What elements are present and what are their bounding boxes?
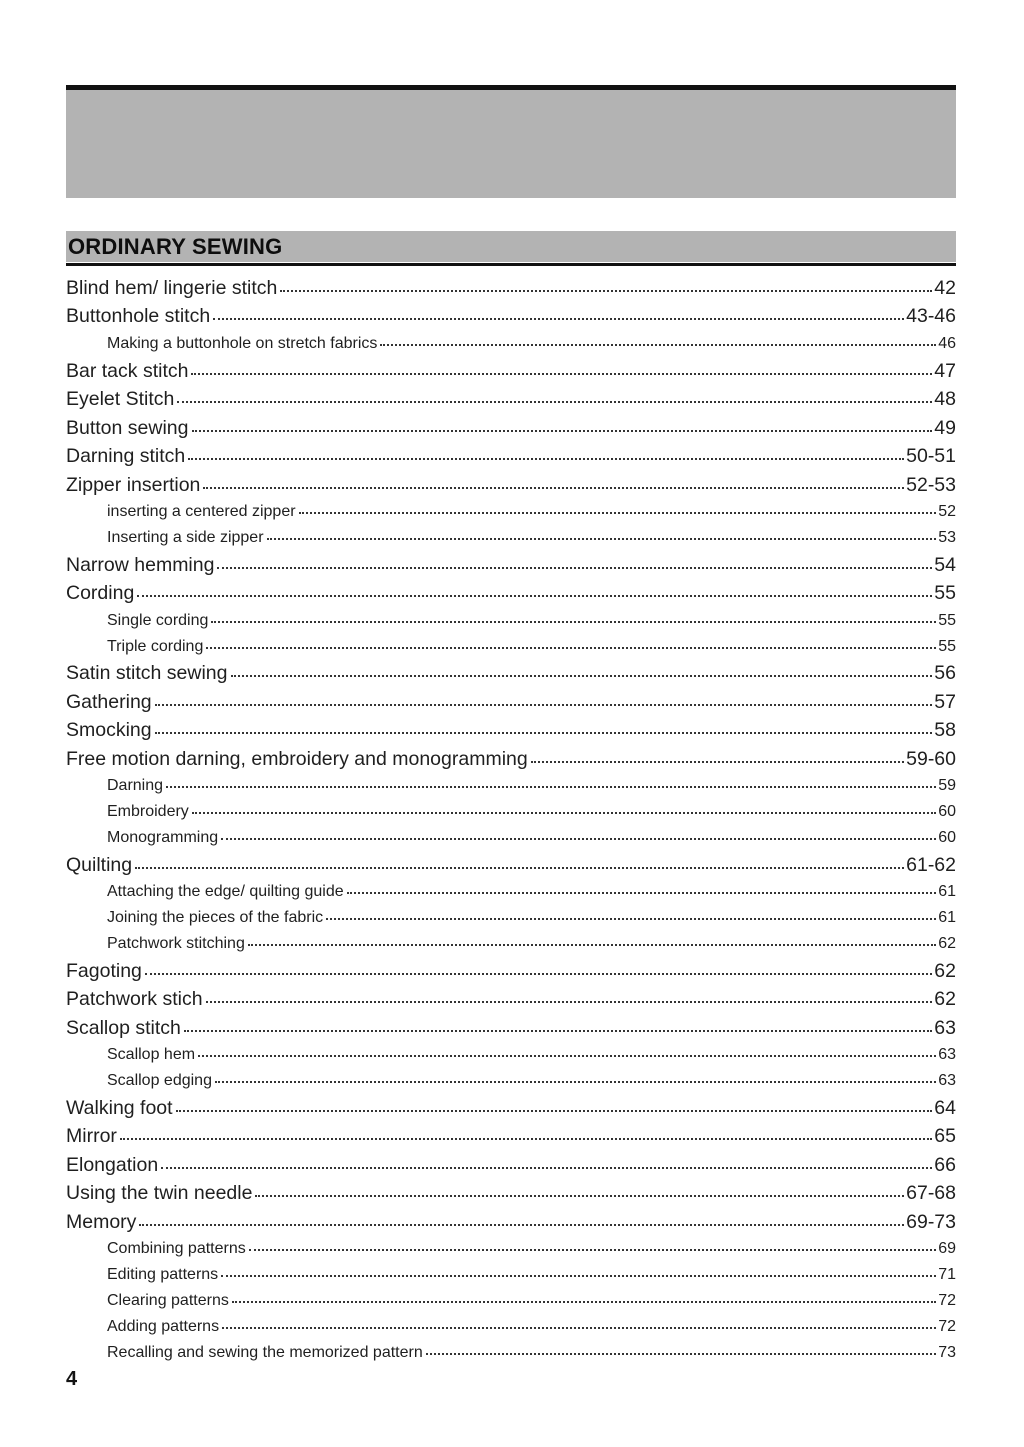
toc-entry-label: Smocking [66, 719, 152, 742]
toc-entry [66, 1208, 956, 1236]
toc-entry [66, 357, 956, 385]
toc-entry-label: Button sewing [66, 416, 189, 439]
toc-entry [66, 1314, 956, 1340]
toc-entry-label: Bar tack stitch [66, 359, 189, 382]
dot-leader [161, 1167, 932, 1169]
toc-entry-label: Monogramming [107, 828, 219, 846]
dot-leader [217, 567, 932, 569]
toc-entry-label: Joining the pieces of the fabric [107, 909, 324, 927]
toc-entry-label: Cording [66, 582, 135, 605]
dot-leader [232, 1301, 936, 1303]
toc-entry-page: 63 [938, 1046, 956, 1064]
toc-entry-label: Clearing patterns [107, 1291, 229, 1309]
toc-entry-label: Elongation [66, 1153, 159, 1176]
toc-entry-label: Patchwork stich [66, 988, 203, 1011]
toc-entry-page: 73 [938, 1343, 956, 1361]
dot-leader [213, 318, 904, 320]
toc-entry [66, 1068, 956, 1094]
toc-entry-label: Blind hem/ lingerie stitch [66, 277, 278, 299]
toc-entry-page: 43-46 [906, 305, 956, 328]
toc-entry-page: 55 [938, 637, 956, 655]
toc-entry-label: Embroidery [107, 803, 189, 821]
toc-entry-label: Making a buttonhole on stretch fabrics [107, 334, 378, 352]
header-banner [66, 85, 956, 198]
toc-entry [66, 716, 956, 744]
dot-leader [206, 1001, 933, 1003]
dot-leader [203, 487, 904, 489]
toc-entry-page: 56 [934, 662, 956, 685]
toc-entry-page: 47 [934, 359, 956, 382]
dot-leader [267, 538, 937, 540]
toc-entry-label: Zipper insertion [66, 473, 201, 496]
toc-entry [66, 274, 956, 302]
toc-entry [66, 579, 956, 607]
toc-entry-label: Combining patterns [107, 1240, 246, 1258]
toc-entry-page: 63 [938, 1072, 956, 1090]
toc-entry-page: 49 [934, 416, 956, 439]
toc-entry [66, 302, 956, 330]
dot-leader [221, 838, 936, 840]
dot-leader [206, 647, 936, 649]
dot-leader [135, 867, 904, 869]
toc-entry-label: Mirror [66, 1125, 117, 1148]
dot-leader [188, 458, 904, 460]
dot-leader [326, 918, 936, 920]
toc-entry-page: 53 [938, 528, 956, 546]
toc-entry [66, 1340, 956, 1366]
dot-leader [231, 675, 933, 677]
dot-leader [137, 595, 932, 597]
dot-leader [380, 344, 936, 346]
toc-entry [66, 1014, 956, 1042]
toc-entry-label: Inserting a side zipper [107, 528, 264, 546]
toc-entry-label: Quilting [66, 853, 133, 876]
dot-leader [215, 1081, 936, 1083]
toc-entry [66, 1042, 956, 1068]
section-header-rule [66, 263, 956, 266]
dot-leader [299, 512, 937, 514]
dot-leader [192, 430, 933, 432]
toc-entry [66, 414, 956, 442]
toc-entry [66, 851, 956, 879]
toc-entry-label: Scallop hem [107, 1046, 196, 1064]
toc-entry [66, 471, 956, 499]
toc-entry [66, 1262, 956, 1288]
toc-entry-page: 62 [934, 988, 956, 1011]
toc-list [66, 274, 956, 1366]
dot-leader [222, 1327, 936, 1329]
dot-leader [249, 1249, 936, 1251]
toc-entry-label: Fagoting [66, 959, 142, 982]
dot-leader [177, 401, 932, 403]
toc-entry-label: Narrow hemming [66, 553, 215, 576]
dot-leader [191, 373, 932, 375]
toc-entry-label: Using the twin needle [66, 1182, 253, 1205]
toc-entry-page: 62 [938, 935, 956, 953]
toc-entry [66, 634, 956, 660]
toc-entry-label: Patchwork stitching [107, 935, 245, 953]
dot-leader [248, 944, 936, 946]
toc-entry-page: 63 [934, 1016, 956, 1039]
toc-entry [66, 608, 956, 634]
toc-entry [66, 1122, 956, 1150]
toc-entry-page: 59 [938, 777, 956, 795]
toc-entry-page: 52 [938, 502, 956, 520]
toc-entry-page: 58 [934, 719, 956, 742]
toc-entry-page: 57 [934, 690, 956, 713]
toc-entry [66, 1179, 956, 1207]
toc-entry-label: Single cording [107, 611, 209, 629]
toc-entry-page: 54 [934, 553, 956, 576]
section-header-bar [66, 231, 956, 262]
toc-entry-page: 61 [938, 909, 956, 927]
toc-entry [66, 659, 956, 687]
toc-entry-label: Free motion darning, embroidery and monogramming [66, 747, 528, 770]
toc-entry-label: Scallop edging [107, 1072, 212, 1090]
toc-entry [66, 1236, 956, 1262]
toc-entry [66, 1288, 956, 1314]
dot-leader [155, 732, 933, 734]
toc-entry-page: 59-60 [906, 747, 956, 770]
toc-entry-page: 52-53 [906, 473, 956, 496]
toc-entry-label: Scallop stitch [66, 1016, 181, 1039]
toc-entry-page: 69-73 [906, 1210, 956, 1233]
toc-entry-page: 50-51 [906, 445, 956, 468]
toc-entry-label: Recalling and sewing the memorized pattern [107, 1343, 423, 1361]
toc-entry-label: Walking foot [66, 1097, 173, 1120]
dot-leader [155, 704, 933, 706]
toc-entry [66, 905, 956, 931]
toc-entry-page: 55 [938, 611, 956, 629]
toc-entry [66, 688, 956, 716]
toc-entry-page: 72 [938, 1291, 956, 1309]
toc-entry-label: Adding patterns [107, 1317, 220, 1335]
toc-entry-page: 65 [934, 1125, 956, 1148]
toc-entry [66, 773, 956, 799]
toc-entry [66, 525, 956, 551]
toc-entry-label: Eyelet Stitch [66, 388, 175, 411]
toc-entry-label: Triple cording [107, 637, 204, 655]
dot-leader [120, 1138, 932, 1140]
toc-entry [66, 879, 956, 905]
toc-entry [66, 1094, 956, 1122]
toc-entry-page: 64 [934, 1097, 956, 1120]
dot-leader [426, 1353, 936, 1355]
toc-entry-label: inserting a centered zipper [107, 502, 296, 520]
dot-leader [176, 1110, 933, 1112]
dot-leader [211, 621, 936, 623]
toc-entry [66, 331, 956, 357]
dot-leader [145, 973, 932, 975]
section-title: ORDINARY SEWING [68, 233, 283, 259]
dot-leader [192, 812, 936, 814]
toc-entry [66, 551, 956, 579]
toc-entry-page: 42 [934, 277, 956, 299]
dot-leader [255, 1195, 904, 1197]
dot-leader [139, 1224, 904, 1226]
toc-entry-page: 61-62 [906, 853, 956, 876]
toc-entry-page: 62 [934, 959, 956, 982]
toc-entry-label: Darning stitch [66, 445, 186, 468]
dot-leader [198, 1055, 936, 1057]
dot-leader [184, 1030, 932, 1032]
toc-entry-page: 72 [938, 1317, 956, 1335]
page-number: 4 [66, 1368, 78, 1390]
toc-entry [66, 985, 956, 1013]
toc-entry [66, 442, 956, 470]
toc-entry-label: Buttonhole stitch [66, 305, 211, 328]
toc-entry-page: 69 [938, 1240, 956, 1258]
toc-entry [66, 385, 956, 413]
toc-entry-label: Editing patterns [107, 1266, 219, 1284]
toc-entry-label: Gathering [66, 690, 152, 713]
dot-leader [531, 761, 904, 763]
toc-entry-page: 60 [938, 803, 956, 821]
toc-entry-page: 61 [938, 883, 956, 901]
dot-leader [221, 1275, 936, 1277]
toc-entry-label: Satin stitch sewing [66, 662, 228, 685]
toc-entry-page: 55 [934, 582, 956, 605]
toc-entry-page: 66 [934, 1153, 956, 1176]
toc-entry [66, 745, 956, 773]
toc-entry-page: 60 [938, 828, 956, 846]
toc-entry [66, 1151, 956, 1179]
toc-entry-page: 46 [938, 334, 956, 352]
toc-entry-page: 48 [934, 388, 956, 411]
toc-entry [66, 957, 956, 985]
dot-leader [280, 290, 932, 292]
toc-entry-page: 71 [938, 1266, 956, 1284]
toc-entry [66, 931, 956, 957]
toc-entry [66, 499, 956, 525]
toc-entry [66, 825, 956, 851]
dot-leader [347, 892, 937, 894]
toc-entry-label: Darning [107, 777, 164, 795]
toc-entry [66, 799, 956, 825]
toc-entry-page: 67-68 [906, 1182, 956, 1205]
dot-leader [166, 786, 936, 788]
toc-entry-label: Attaching the edge/ quilting guide [107, 883, 344, 901]
toc-entry-label: Memory [66, 1210, 137, 1233]
